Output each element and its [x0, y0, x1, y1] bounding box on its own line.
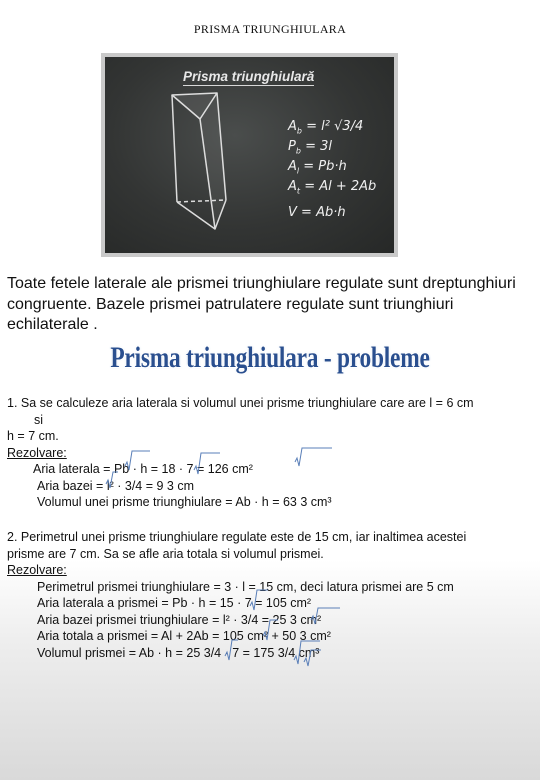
formula-base-perimeter: $P_b = 3l$: [288, 139, 332, 156]
problem-1-solution-line-3: Volumul unei prisme triunghiulare = Ab · h = 63 3 cm³: [37, 495, 332, 509]
chalkboard-image: [101, 53, 398, 257]
problem-2-solution-line-3: Aria bazei prismei triunghiulare = l² · 3/4 = 25 3 cm²: [37, 612, 322, 627]
prism-edge-left: [172, 95, 177, 202]
page-title: PRISMA TRIUNGHIULARA: [193, 22, 347, 36]
formula-lateral-area: $A_l = Pb\cdot h$: [288, 159, 347, 176]
problem-2: [7, 529, 535, 661]
problem-1-statement-line-1: 1. Sa se calculeze aria laterala si volumul unei prisme triunghiulare care are l = 6 cm: [7, 396, 474, 410]
problem-2-solution-line-1: Perimetrul prismei triunghiulare = 3 · l = 15 cm, deci latura prismei are 5 cm: [37, 579, 454, 594]
intro-paragraph: Toate fetele laterale ale prismei triunghiulare regulate sunt dreptunghiuri congruente. Bazele prismei patrulatere regulate sunt triunghiuri echilaterale .: [7, 275, 516, 333]
problem-2-solution-line-5: Volumul prismei = Ab · h = 25 3/4 · 7 = 175 3/4 cm³: [37, 645, 320, 660]
problem-2-solution-line-4: Aria totala a prismei = Al + 2Ab = 105 cm² + 50 3 cm²: [37, 629, 331, 643]
problem-1-statement-line-3: h = 7 cm.: [7, 429, 59, 443]
problem-1: [7, 395, 535, 511]
problem-1-statement-line-2: si: [34, 412, 44, 427]
problem-1-solution-label: Rezolvare:: [7, 445, 67, 460]
section-heading: Prisma triunghiulara - probleme: [110, 341, 430, 374]
chalkboard: [105, 57, 394, 253]
problem-2-statement-line-2: prisme are 7 cm. Sa se afle aria totala si volumul prismei.: [7, 546, 324, 561]
problem-2-solution-label: Rezolvare:: [7, 563, 67, 577]
problem-1-solution-line-1: Aria laterala = Pb · h = 18 · 7 = 126 cm²: [33, 462, 253, 476]
problem-2-solution-line-2: Aria laterala a prismei = Pb · h = 15 · 7 = 105 cm²: [37, 596, 312, 610]
formula-total-area: $A_t = Al + 2Ab$: [288, 179, 377, 196]
formula-volume: V = Ab·h: [288, 205, 346, 220]
problem-1-solution-line-2: Aria bazei = l² · 3/4 = 9 3 cm: [37, 478, 195, 493]
formula-base-area: $A_b = l^2$ √3/4: [288, 119, 364, 136]
board-title: Prisma triunghiulară: [183, 69, 315, 84]
problem-2-statement-line-1: 2. Perimetrul unei prisme triunghiulare regulate este de 15 cm, iar inaltimea acestei: [7, 530, 467, 544]
prism-drawing: [105, 57, 394, 253]
